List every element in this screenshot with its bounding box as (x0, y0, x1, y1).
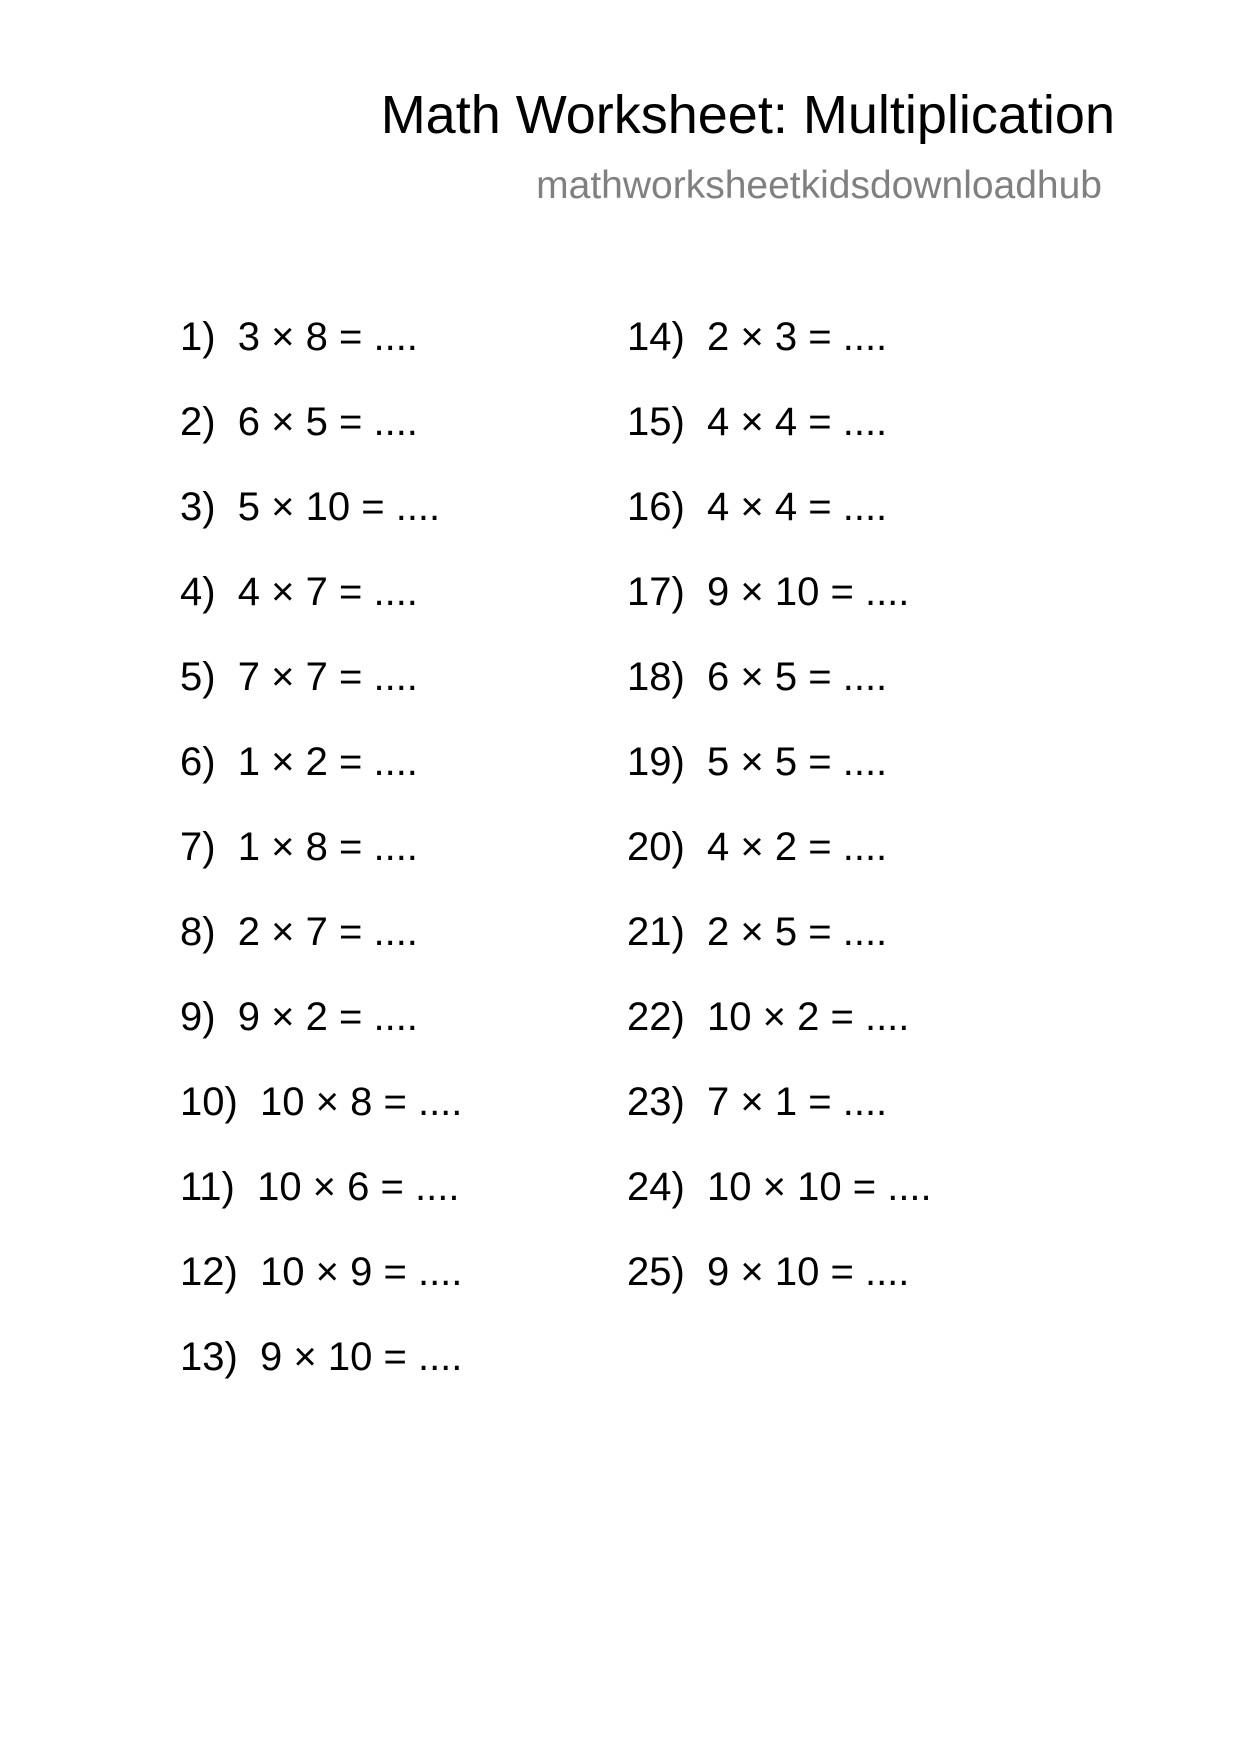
problem-22 (627, 995, 932, 1080)
problem-expression: 4 × 4 = .... (707, 400, 888, 444)
problem-15 (627, 400, 932, 485)
problem-number: 1) (180, 315, 238, 359)
problem-expression: 5 × 5 = .... (707, 740, 888, 784)
problem-number: 16) (627, 485, 708, 529)
problem-10 (180, 1080, 462, 1165)
worksheet-source: mathworksheetkidsdownloadhub (536, 164, 1102, 207)
problem-3 (180, 485, 462, 570)
problem-expression: 9 × 2 = .... (237, 995, 418, 1039)
problem-expression: 10 × 10 = .... (707, 1165, 932, 1209)
problem-16 (627, 485, 932, 570)
problem-1 (180, 315, 462, 400)
problem-number: 25) (627, 1250, 708, 1294)
problem-number: 12) (180, 1250, 261, 1294)
problem-number: 2) (180, 400, 238, 444)
problem-number: 21) (627, 910, 708, 954)
problem-number: 15) (627, 400, 708, 444)
problem-expression: 10 × 6 = .... (257, 1165, 460, 1209)
problem-25 (627, 1250, 932, 1335)
problem-expression: 1 × 2 = .... (237, 740, 418, 784)
problem-number: 18) (627, 655, 708, 699)
problem-number: 11) (180, 1165, 258, 1209)
worksheet-title: Math Worksheet: Multiplication (380, 85, 1115, 145)
problem-expression: 6 × 5 = .... (707, 655, 888, 699)
problem-expression: 6 × 5 = .... (237, 400, 418, 444)
problem-expression: 3 × 8 = .... (237, 315, 418, 359)
problem-expression: 10 × 8 = .... (260, 1080, 463, 1124)
problem-number: 5) (180, 655, 238, 699)
problem-expression: 1 × 8 = .... (237, 825, 418, 869)
problem-expression: 4 × 7 = .... (237, 570, 418, 614)
problem-number: 23) (627, 1080, 708, 1124)
problem-19 (627, 740, 932, 825)
problem-8 (180, 910, 462, 995)
problem-4 (180, 570, 462, 655)
problem-number: 24) (627, 1165, 708, 1209)
problem-13 (180, 1335, 462, 1420)
problem-expression: 9 × 10 = .... (707, 1250, 910, 1294)
problem-20 (627, 825, 932, 910)
problem-expression: 4 × 2 = .... (707, 825, 888, 869)
problem-18 (627, 655, 932, 740)
problem-expression: 10 × 9 = .... (260, 1250, 463, 1294)
problem-11 (180, 1165, 462, 1250)
problem-24 (627, 1165, 932, 1250)
problem-column-right (627, 315, 932, 1335)
problem-5 (180, 655, 462, 740)
problem-expression: 9 × 10 = .... (707, 570, 910, 614)
problem-number: 6) (180, 740, 238, 784)
problem-17 (627, 570, 932, 655)
problem-number: 10) (180, 1080, 261, 1124)
problem-expression: 2 × 7 = .... (237, 910, 418, 954)
problem-number: 3) (180, 485, 238, 529)
problem-number: 8) (180, 910, 238, 954)
problem-number: 9) (180, 995, 238, 1039)
problem-number: 4) (180, 570, 238, 614)
problem-23 (627, 1080, 932, 1165)
problem-21 (627, 910, 932, 995)
problem-expression: 2 × 3 = .... (707, 315, 888, 359)
problem-6 (180, 740, 462, 825)
problem-expression: 5 × 10 = .... (237, 485, 441, 529)
problem-14 (627, 315, 932, 400)
problem-expression: 7 × 7 = .... (237, 655, 418, 699)
problem-number: 19) (627, 740, 708, 784)
problem-number: 20) (627, 825, 708, 869)
problem-expression: 9 × 10 = .... (260, 1335, 463, 1379)
problem-number: 13) (180, 1335, 261, 1379)
problem-column-left (180, 315, 462, 1420)
problem-2 (180, 400, 462, 485)
problem-number: 17) (627, 570, 708, 614)
problem-expression: 4 × 4 = .... (707, 485, 888, 529)
problem-expression: 7 × 1 = .... (707, 1080, 888, 1124)
problem-number: 7) (180, 825, 238, 869)
problem-number: 14) (627, 315, 708, 359)
problem-9 (180, 995, 462, 1080)
problem-number: 22) (627, 995, 708, 1039)
problem-12 (180, 1250, 462, 1335)
problem-expression: 10 × 2 = .... (707, 995, 910, 1039)
problem-expression: 2 × 5 = .... (707, 910, 888, 954)
problem-7 (180, 825, 462, 910)
